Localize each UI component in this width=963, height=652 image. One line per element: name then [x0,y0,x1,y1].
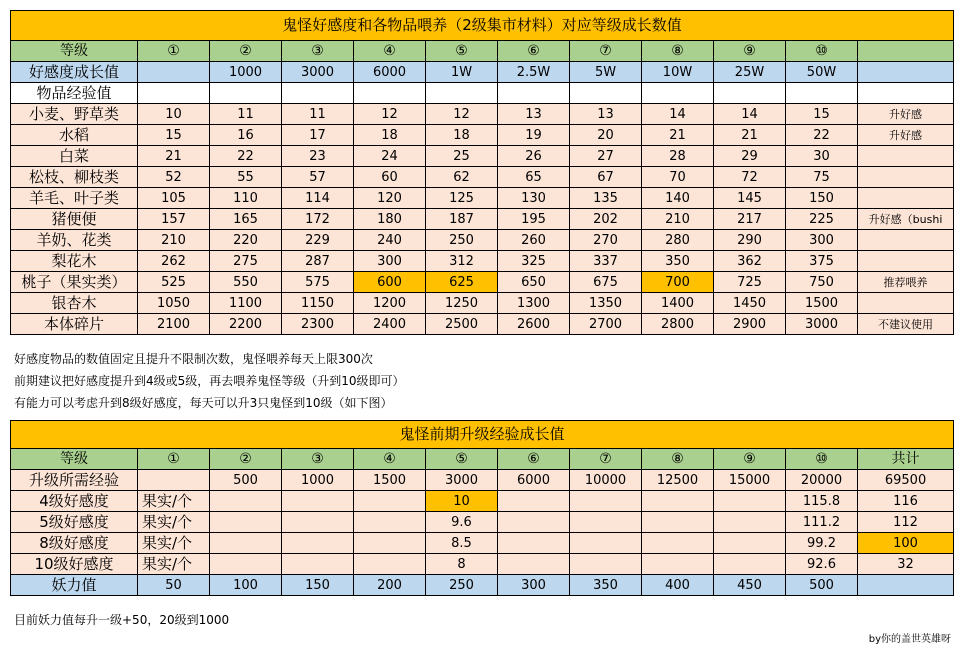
level-cell: ⑥ [498,41,570,62]
item-value: 280 [642,230,714,251]
item-value: 18 [426,125,498,146]
item-value: 70 [642,167,714,188]
growth-cell: 1W [426,62,498,83]
item-value: 23 [282,146,354,167]
item-value: 21 [138,146,210,167]
item-value: 140 [642,188,714,209]
exp-value: 12500 [642,470,714,491]
item-value: 2900 [714,314,786,335]
item-value: 300 [354,251,426,272]
item-value: 2100 [138,314,210,335]
item-note: 升好感 [858,104,954,125]
exp-value: 1500 [354,470,426,491]
item-value: 1050 [138,293,210,314]
item-value: 27 [570,146,642,167]
exp-value: 20000 [786,470,858,491]
item-value: 650 [498,272,570,293]
power-value: 500 [786,575,858,596]
item-value: 202 [570,209,642,230]
item-note: 不建议使用 [858,314,954,335]
item-row [11,188,954,209]
item-value: 1100 [210,293,282,314]
item-value: 18 [354,125,426,146]
item-value: 2400 [354,314,426,335]
item-value: 240 [354,230,426,251]
level-cell: ② [210,41,282,62]
item-value: 19 [498,125,570,146]
item-value: 55 [210,167,282,188]
fruit-lv5-highlight: 10 [426,491,498,512]
item-value: 135 [570,188,642,209]
item-value: 125 [426,188,498,209]
item-value: 225 [786,209,858,230]
item-value: 210 [138,230,210,251]
fruit-row [11,533,954,554]
growth-cell: 10W [642,62,714,83]
fruit-lv5: 8.5 [426,533,498,554]
fruit-lv10: 115.8 [786,491,858,512]
item-value: 14 [642,104,714,125]
item-value: 210 [642,209,714,230]
item-value: 275 [210,251,282,272]
fruit-row-name: 8级好感度 [11,533,138,554]
item-name: 梨花木 [11,251,138,272]
item-value: 1500 [786,293,858,314]
item-name: 本体碎片 [11,314,138,335]
item-value: 1250 [426,293,498,314]
fruit-row [11,491,954,512]
item-row [11,167,954,188]
item-value: 17 [282,125,354,146]
item-value: 300 [786,230,858,251]
note-line: 有能力可以考虑升到8级好感度，每天可以升3只鬼怪到10级（如下图） [14,396,393,410]
item-note [858,251,954,272]
item-name: 水稻 [11,125,138,146]
item-row [11,251,954,272]
fruit-unit: 果实/个 [138,491,210,512]
exp-value [138,470,210,491]
item-value: 114 [282,188,354,209]
item-value: 725 [714,272,786,293]
item-value: 15 [786,104,858,125]
item-value: 22 [210,146,282,167]
level-header-row [11,449,954,470]
total-label: 共计 [858,449,954,470]
item-name: 松枝、柳枝类 [11,167,138,188]
item-row [11,230,954,251]
item-value: 262 [138,251,210,272]
item-value: 260 [498,230,570,251]
power-value: 250 [426,575,498,596]
item-value: 29 [714,146,786,167]
item-value: 362 [714,251,786,272]
item-value: 2200 [210,314,282,335]
exp-value: 3000 [426,470,498,491]
fruit-row [11,512,954,533]
item-value: 65 [498,167,570,188]
item-value: 13 [498,104,570,125]
item-value-highlight: 600 [354,272,426,293]
item-value: 10 [138,104,210,125]
fruit-lv10: 99.2 [786,533,858,554]
item-value: 1150 [282,293,354,314]
fruit-row-name: 5级好感度 [11,512,138,533]
item-value: 26 [498,146,570,167]
item-value: 67 [570,167,642,188]
growth-cell: 50W [786,62,858,83]
item-value: 16 [210,125,282,146]
exp-value: 500 [210,470,282,491]
item-value: 3000 [786,314,858,335]
level-label: 等级 [11,41,138,62]
exp-table [10,420,954,596]
item-value: 21 [642,125,714,146]
item-note [858,146,954,167]
item-value: 21 [714,125,786,146]
level-cell: ⑧ [642,41,714,62]
item-value: 2500 [426,314,498,335]
item-name: 银杏木 [11,293,138,314]
item-value: 14 [714,104,786,125]
item-value: 52 [138,167,210,188]
item-value: 250 [426,230,498,251]
item-value: 2700 [570,314,642,335]
item-value: 1350 [570,293,642,314]
item-value: 750 [786,272,858,293]
item-value: 110 [210,188,282,209]
item-note [858,293,954,314]
item-note: 升好感 [858,125,954,146]
level-cell: ⑩ [786,41,858,62]
item-note: 推荐喂养 [858,272,954,293]
item-value: 72 [714,167,786,188]
item-row [11,146,954,167]
item-value: 287 [282,251,354,272]
item-value: 180 [354,209,426,230]
item-value: 220 [210,230,282,251]
level-cell: ② [210,449,282,470]
fruit-total: 112 [858,512,954,533]
item-value: 2300 [282,314,354,335]
level-label: 等级 [11,449,138,470]
item-value: 2800 [642,314,714,335]
item-value: 11 [282,104,354,125]
power-row [11,575,954,596]
level-cell: ③ [282,449,354,470]
item-value: 120 [354,188,426,209]
level-cell: ⑦ [570,41,642,62]
item-value: 172 [282,209,354,230]
item-value: 57 [282,167,354,188]
item-value: 675 [570,272,642,293]
item-value: 13 [570,104,642,125]
item-value: 12 [426,104,498,125]
power-value: 150 [282,575,354,596]
exp-value: 10000 [570,470,642,491]
power-value: 50 [138,575,210,596]
item-row [11,272,954,293]
fruit-total: 116 [858,491,954,512]
growth-cell: 3000 [282,62,354,83]
item-value: 12 [354,104,426,125]
affection-table-title: 鬼怪好感度和各物品喂养（2级集市材料）对应等级成长数值 [11,11,954,41]
fruit-lv10: 111.2 [786,512,858,533]
exp-table-title: 鬼怪前期升级经验成长值 [11,421,954,449]
item-value: 105 [138,188,210,209]
growth-cell: 5W [570,62,642,83]
fruit-total: 32 [858,554,954,575]
item-value: 525 [138,272,210,293]
item-value: 15 [138,125,210,146]
power-value: 450 [714,575,786,596]
fruit-lv10: 92.6 [786,554,858,575]
note-line: 好感度物品的数值固定且提升不限制次数，鬼怪喂养每天上限300次 [14,352,373,366]
growth-label: 好感度成长值 [11,62,138,83]
item-value: 337 [570,251,642,272]
item-value: 157 [138,209,210,230]
note-line: 前期建议把好感度提升到4级或5级，再去喂养鬼怪等级（升到10级即可） [14,374,405,388]
level-cell: ⑨ [714,449,786,470]
item-value: 1300 [498,293,570,314]
signature: by你的盖世英雄呀 [868,634,951,645]
level-cell: ④ [354,449,426,470]
level-header-row [11,41,954,62]
fruit-unit: 果实/个 [138,512,210,533]
level-cell: ⑤ [426,41,498,62]
item-value-highlight: 625 [426,272,498,293]
power-value: 400 [642,575,714,596]
exp-label: 物品经验值 [11,83,138,104]
level-cell: ⑩ [786,449,858,470]
power-value: 200 [354,575,426,596]
item-value: 22 [786,125,858,146]
level-cell: ④ [354,41,426,62]
item-row [11,293,954,314]
item-value: 217 [714,209,786,230]
item-value: 24 [354,146,426,167]
item-value: 62 [426,167,498,188]
level-cell: ③ [282,41,354,62]
item-note: 升好感（bushi [858,209,954,230]
item-value: 1450 [714,293,786,314]
item-name: 羊奶、花类 [11,230,138,251]
item-value: 550 [210,272,282,293]
item-name: 小麦、野草类 [11,104,138,125]
level-cell: ① [138,449,210,470]
item-value: 150 [786,188,858,209]
growth-cell: 25W [714,62,786,83]
item-row [11,104,954,125]
exp-value: 6000 [498,470,570,491]
exp-value: 1000 [282,470,354,491]
level-cell: ⑦ [570,449,642,470]
item-value: 1200 [354,293,426,314]
item-value: 1400 [642,293,714,314]
item-value: 28 [642,146,714,167]
item-value: 2600 [498,314,570,335]
fruit-unit: 果实/个 [138,554,210,575]
item-value-highlight: 700 [642,272,714,293]
item-value: 187 [426,209,498,230]
level-cell: ① [138,41,210,62]
item-value: 270 [570,230,642,251]
item-value: 30 [786,146,858,167]
growth-cell: 2.5W [498,62,570,83]
growth-row [11,62,954,83]
item-value: 130 [498,188,570,209]
item-value: 165 [210,209,282,230]
power-value: 350 [570,575,642,596]
item-name: 白菜 [11,146,138,167]
item-name: 桃子（果实类） [11,272,138,293]
item-note [858,230,954,251]
fruit-total-highlight: 100 [858,533,954,554]
power-value: 300 [498,575,570,596]
level-cell: ⑤ [426,449,498,470]
level-cell: ⑥ [498,449,570,470]
item-value: 145 [714,188,786,209]
level-cell: ⑧ [642,449,714,470]
item-value: 20 [570,125,642,146]
footer-note: 目前妖力值每升一级+50，20级到1000 [14,613,230,627]
fruit-lv5: 8 [426,554,498,575]
item-value: 75 [786,167,858,188]
item-value: 350 [642,251,714,272]
exp-total: 69500 [858,470,954,491]
item-name: 猪便便 [11,209,138,230]
affection-table [10,10,954,335]
power-row-name: 妖力值 [11,575,138,596]
item-value: 195 [498,209,570,230]
item-value: 290 [714,230,786,251]
item-row [11,125,954,146]
item-value: 575 [282,272,354,293]
power-value: 100 [210,575,282,596]
exp-header-row [11,83,954,104]
fruit-unit: 果实/个 [138,533,210,554]
item-note [858,167,954,188]
item-value: 325 [498,251,570,272]
item-row [11,209,954,230]
item-row [11,314,954,335]
item-value: 312 [426,251,498,272]
fruit-row-name: 10级好感度 [11,554,138,575]
item-value: 25 [426,146,498,167]
growth-cell [138,62,210,83]
exp-value: 15000 [714,470,786,491]
fruit-row [11,554,954,575]
growth-cell: 1000 [210,62,282,83]
growth-cell: 6000 [354,62,426,83]
level-cell: ⑨ [714,41,786,62]
item-note [858,188,954,209]
item-value: 375 [786,251,858,272]
exp-row-name: 升级所需经验 [11,470,138,491]
item-value: 229 [282,230,354,251]
fruit-row-name: 4级好感度 [11,491,138,512]
item-name: 羊毛、叶子类 [11,188,138,209]
fruit-lv5: 9.6 [426,512,498,533]
exp-required-row [11,470,954,491]
item-value: 11 [210,104,282,125]
item-value: 60 [354,167,426,188]
